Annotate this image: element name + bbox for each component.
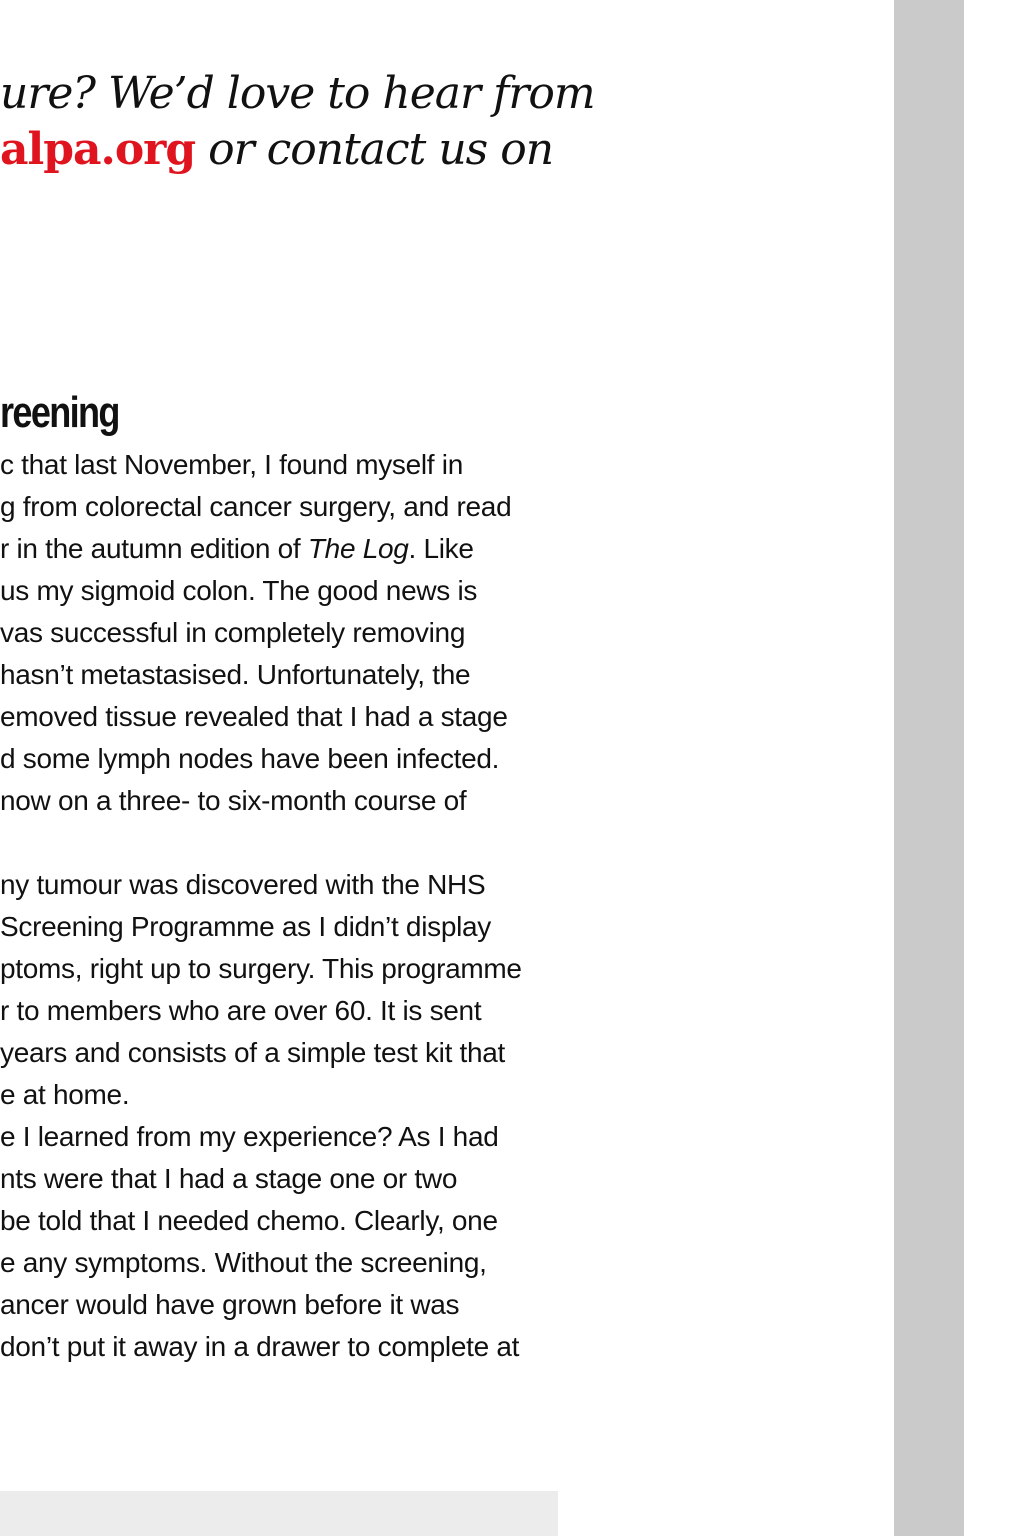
callout-line-2 xyxy=(0,124,553,175)
body-line: e any symptoms. Without the screening, xyxy=(0,1247,487,1278)
body-line: don’t put it away in a drawer to complete at xyxy=(0,1331,520,1362)
body-line: e I learned from my experience? As I had xyxy=(0,1121,499,1152)
body-line: e at home. xyxy=(0,1079,130,1110)
website-link[interactable]: alpa.org xyxy=(0,124,196,175)
body-line: be told that I needed chemo. Clearly, one xyxy=(0,1205,498,1236)
article-heading: reening xyxy=(0,388,119,437)
body-line xyxy=(0,528,522,570)
body-line: hasn’t metastasised. Unfortunately, the xyxy=(0,659,471,690)
body-line: Screening Programme as I didn’t display xyxy=(0,911,491,942)
body-line: g from colorectal cancer surgery, and read xyxy=(0,491,512,522)
publication-title: The Log xyxy=(307,533,409,564)
body-line-text: r in the autumn edition of xyxy=(0,533,308,564)
body-line: emoved tissue revealed that I had a stage xyxy=(0,701,508,732)
body-line: ny tumour was discovered with the NHS xyxy=(0,869,486,900)
body-line: years and consists of a simple test kit that xyxy=(0,1037,506,1068)
body-line: r to members who are over 60. It is sent xyxy=(0,995,482,1026)
body-line: nts were that I had a stage one or two xyxy=(0,1163,458,1194)
article-body xyxy=(0,444,522,1368)
body-line: vas successful in completely removing xyxy=(0,617,466,648)
callout-line-1: ure? We’d love to hear from xyxy=(0,68,595,119)
body-line: now on a three- to six-month course of xyxy=(0,785,467,816)
body-line xyxy=(0,822,522,864)
body-line: us my sigmoid colon. The good news is xyxy=(0,575,478,606)
body-line: d some lymph nodes have been infected. xyxy=(0,743,500,774)
page-margin-strip xyxy=(894,0,964,1536)
body-line: ptoms, right up to surgery. This programme xyxy=(0,953,522,984)
bottom-panel xyxy=(0,1491,558,1536)
body-line: ancer would have grown before it was xyxy=(0,1289,460,1320)
body-line-text: . Like xyxy=(408,533,474,564)
callout-line-2-text: or contact us on xyxy=(195,124,554,175)
body-line: c that last November, I found myself in xyxy=(0,449,463,480)
